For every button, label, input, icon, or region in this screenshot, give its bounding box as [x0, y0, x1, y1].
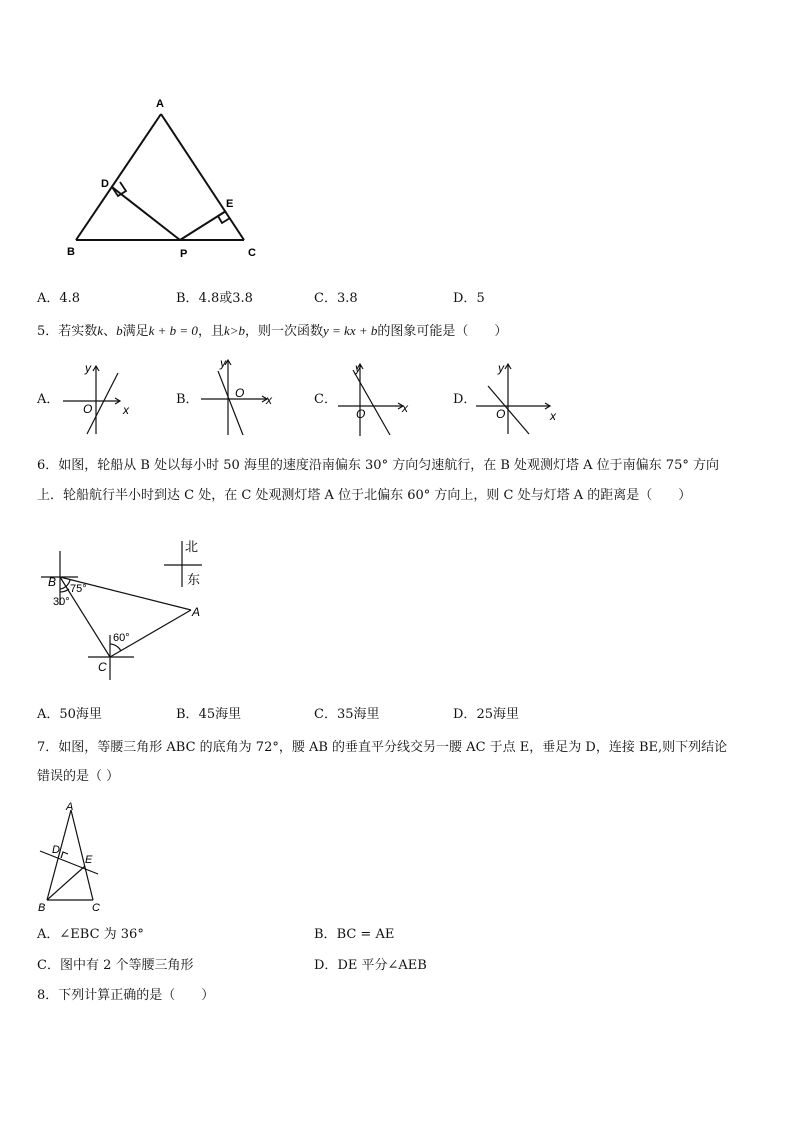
svg-text:75°: 75°: [70, 583, 87, 595]
q5-stem: 5．若实数k、b满足k + b = 0，且k>b，则一次函数y = kx + b的图象可能是（ ）: [37, 323, 508, 339]
q5-graph-label-c: C．: [314, 392, 337, 407]
svg-text:x: x: [550, 409, 556, 423]
svg-text:A: A: [66, 801, 74, 813]
q5-graph-a: [58, 358, 143, 438]
svg-text:O: O: [356, 407, 366, 421]
q4-option-b: B．4.8或3.8: [176, 291, 253, 306]
q4-label-B: B: [67, 246, 75, 258]
svg-text:60°: 60°: [113, 632, 130, 644]
svg-text:C: C: [98, 660, 107, 674]
q4-option-c: C．3.8: [314, 291, 358, 306]
q7-option-d: D．DE 平分∠AEB: [314, 958, 427, 973]
q5-graph-label-b: B．: [176, 392, 199, 407]
q6-option-b: B．45海里: [176, 707, 242, 722]
q7-isosceles-figure: [34, 798, 109, 916]
q6-option-a: A．50海里: [37, 707, 102, 722]
q6-stem-line-1: 6．如图，轮船从 B 处以每小时 50 海里的速度沿南偏东 30° 方向匀速航行，在 B 处观测灯塔 A 位于南偏东 75° 方向: [37, 458, 719, 473]
svg-text:B: B: [48, 575, 57, 589]
svg-text:y: y: [220, 356, 226, 370]
q7-option-a: A．∠EBC 为 36°: [37, 927, 144, 942]
svg-text:北: 北: [185, 539, 199, 554]
q5-graph-b: [198, 355, 283, 440]
svg-text:x: x: [266, 393, 272, 407]
svg-text:E: E: [85, 854, 93, 866]
svg-text:东: 东: [187, 572, 201, 587]
svg-text:x: x: [123, 403, 129, 417]
q5-graph-c: [336, 360, 421, 440]
svg-text:C: C: [92, 902, 100, 914]
q4-label-P: P: [180, 248, 188, 260]
q5-graph-label-d: D．: [453, 392, 477, 407]
svg-text:B: B: [38, 902, 46, 914]
svg-text:O: O: [83, 402, 93, 416]
q5-graph-label-a: A．: [37, 392, 60, 407]
q7-option-c: C．图中有 2 个等腰三角形: [37, 958, 194, 973]
q7-stem-line-1: 7．如图，等腰三角形 ABC 的底角为 72°，腰 AB 的垂直平分线交另一腰 AC 于点 E，垂足为 D，连接 BE,则下列结论: [37, 740, 728, 755]
q4-label-C: C: [248, 247, 256, 259]
svg-text:O: O: [235, 386, 245, 400]
q4-label-D: D: [101, 178, 109, 190]
svg-text:y: y: [498, 361, 504, 375]
svg-text:A: A: [192, 605, 201, 619]
svg-text:30°: 30°: [53, 596, 70, 608]
svg-text:y: y: [355, 361, 361, 375]
q6-option-c: C．35海里: [314, 707, 380, 722]
svg-text:y: y: [85, 361, 91, 375]
q4-triangle-figure: [60, 92, 280, 267]
svg-text:D: D: [52, 844, 60, 856]
q8-stem: 8．下列计算正确的是（ ）: [37, 988, 215, 1003]
q6-option-d: D．25海里: [453, 707, 519, 722]
svg-text:O: O: [496, 407, 506, 421]
q4-option-a: A．4.8: [37, 291, 81, 306]
q5-graph-d: [474, 358, 564, 438]
svg-text:x: x: [402, 401, 408, 415]
q4-label-E: E: [226, 198, 234, 210]
q7-stem-line-2: 错误的是（ ）: [37, 769, 120, 784]
q6-stem-line-2: 上．轮船航行半小时到达 C 处，在 C 处观测灯塔 A 位于北偏东 60° 方向上，则 C 处与灯塔 A 的距离是（ ）: [37, 488, 692, 503]
q4-label-A: A: [156, 98, 164, 110]
q4-option-d: D．5: [453, 291, 485, 306]
q7-option-b: B．BC = AE: [314, 927, 395, 942]
q6-navigation-figure: [36, 535, 216, 685]
